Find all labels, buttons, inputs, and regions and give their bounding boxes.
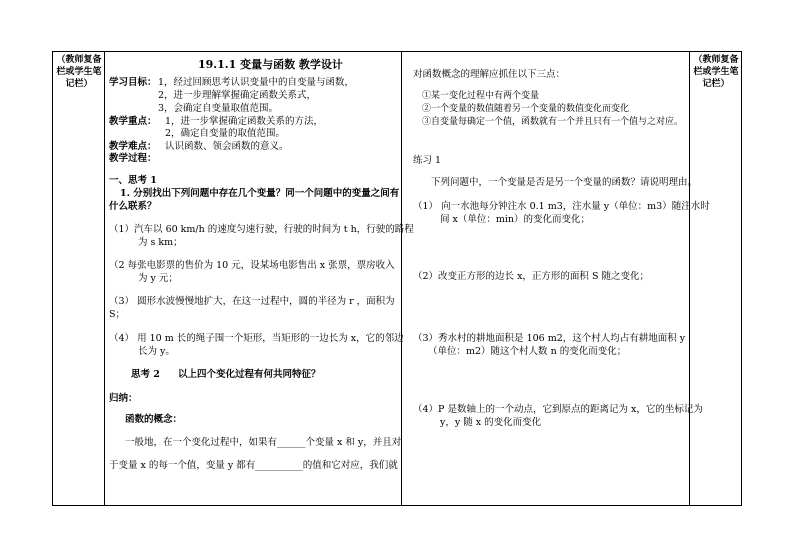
definition-line1: 一般地，在一个变化过程中，如果有______个变量 x 和 y，并且对 [125,437,402,448]
think1-item-4-line1: （4） 用 10 m 长的绳子围一个矩形，当矩形的一边长为 x，它的邻边 [109,333,404,344]
understanding-point-3: ③自变量每确定一个值，函数就有一个并且只有一个值与之对应。 [422,117,684,127]
exercise-prompt: 下列问题中，一个变量是否是另一个变量的函数？请说明理由。 [431,177,698,188]
summary-label: 归纳： [109,393,138,404]
exercise-label: 练习 1 [413,155,442,166]
think1-item-3-line2: S； [109,309,126,320]
think1-question-line1: 1. 分别找出下列问题中存在几个变量？同一个问题中的变量之间有 [120,188,400,199]
objectives-label: 学习目标： [109,77,157,88]
concept-label: 函数的概念： [125,414,183,425]
key-point-2: 2，确定自变量的取值范围。 [165,128,286,139]
understanding-point-2: ②一个变量的数值随着另一个变量的数值变化而变化 [422,104,630,114]
objective-2: 2，进一步理解掌握确定函数关系式， [158,90,317,101]
table-left-border [52,51,53,506]
exercise-item-4-line1: （4）P 是数轴上的一个动点，它到原点的距离记为 x，它的坐标记为 [413,404,703,415]
document-title: 19.1.1 变量与函数 教学设计 [198,58,343,71]
table-right-border [741,51,742,506]
think1-item-1-line2: 为 s km； [138,237,183,248]
side-note-left: （教师复备栏或学生笔记栏） [56,55,102,89]
exercise-item-4-line2: y，y 随 x 的变化而变化 [440,417,542,428]
understanding-intro: 对函数概念的理解应抓住以下三点： [413,69,566,80]
difficulties-text: 认识函数、领会函数的意义。 [165,141,289,152]
think1-item-2-line1: （2 每张电影票的售价为 10 元，设某场电影售出 x 张票，票房收入 [109,260,395,271]
column-divider-1 [104,51,105,506]
exercise-item-1-line1: （1） 向一水池每分钟注水 0.1 m3，注水量 y（单位：m3）随注水时 [413,201,710,212]
exercise-item-3-line1: （3）秀水村的耕地面积是 106 m2，这个村人均占有耕地面积 y [413,333,686,344]
think1-question-line2: 什么联系？ [109,201,157,212]
think1-heading: 一、思考 1 [109,175,157,186]
think1-item-1-line1: （1）汽车以 60 km/h 的速度匀速行驶，行驶的时间为 t h，行驶的路程 [109,224,414,235]
definition-line2: 于变量 x 的每一个值，变量 y 都有__________的值和它对应，我们就 [109,460,398,471]
objective-3: 3，会确定自变量取值范围。 [158,103,279,114]
objective-1: 1，经过回顾思考认识变量中的自变量与函数， [158,77,355,88]
think1-item-3-line1: （3） 圆形水波慢慢地扩大，在这一过程中，圆的半径为 r ，面积为 [109,296,395,307]
table-bottom-border [52,505,742,506]
table-top-border [52,51,742,52]
think2-label: 思考 2 [131,369,160,380]
exercise-item-3-line2: （单位：m2）随这个村人数 n 的变化而变化； [428,346,627,357]
key-points-label: 教学重点： [109,116,157,127]
exercise-item-1-line2: 间 x（单位：min）的变化而变化； [440,214,591,225]
think1-item-4-line2: 长为 y。 [138,346,175,357]
understanding-point-1: ①某一变化过程中有两个变量 [422,91,540,101]
think1-item-2-line2: 为 y 元； [138,273,178,284]
difficulties-label: 教学难点： [109,141,157,152]
think2-question: 以上四个变化过程有何共同特征？ [178,369,321,380]
column-divider-3 [689,51,690,506]
side-note-right: （教师复备栏或学生笔记栏） [693,55,739,89]
exercise-item-2-line1: （2）改变正方形的边长 x，正方形的面积 S 随之变化； [413,271,649,282]
key-point-1: 1，进一步掌握确定函数关系的方法， [165,116,324,127]
process-label: 教学过程： [109,153,157,164]
